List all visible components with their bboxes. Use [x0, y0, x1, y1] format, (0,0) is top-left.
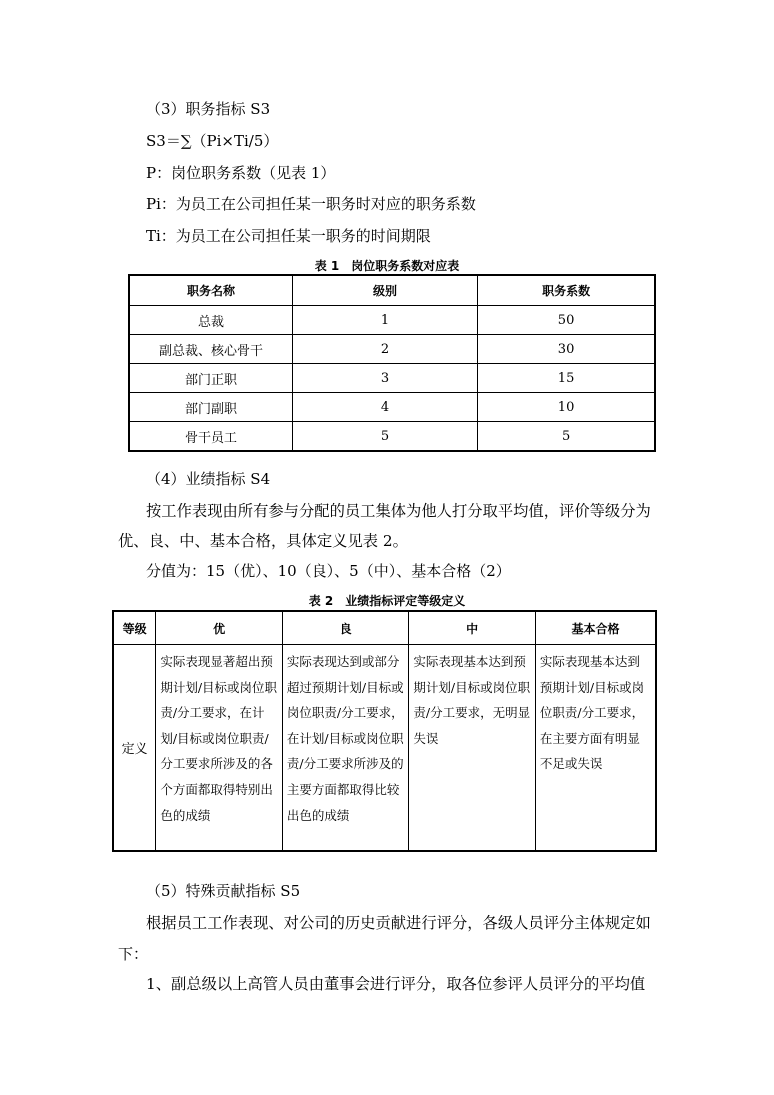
table1-caption: 表 1 岗位职务系数对应表 — [314, 259, 460, 273]
table2-caption: 表 2 业绩指标评定等级定义 — [308, 594, 466, 608]
table-row — [129, 364, 655, 393]
grade-definition-basic-pass: 实际表现基本达到预期计划/目标或岗位职责/分工要求，在主要方面有明显不足或失误 — [535, 645, 656, 851]
grade-definition-excellent: 实际表现显著超出预期计划/目标或岗位职责/分工要求，在计划/目标或岗位职责/分工要求所涉及的各个方面都取得特别出色的成绩 — [156, 645, 283, 851]
s4-scores: 分值为：15（优）、10（良）、5（中）、基本合格（2） — [146, 562, 511, 580]
s4-heading: （4）业绩指标 S4 — [146, 470, 271, 488]
table1-header-cell: 职务系数 — [478, 275, 655, 306]
table-cell: 50 — [478, 306, 655, 335]
table2-header-cell: 优 — [156, 611, 283, 645]
table2-header-cell: 基本合格 — [535, 611, 656, 645]
table2-header-cell: 良 — [282, 611, 409, 645]
table-cell: 骨干员工 — [129, 422, 292, 452]
s4-body-line-2: 优、良、中、基本合格，具体定义见表 2。 — [118, 532, 408, 550]
table-row — [113, 645, 656, 851]
definition-row-label: 定义 — [113, 645, 156, 851]
ti-definition: Ti：为员工在公司担任某一职务的时间期限 — [146, 227, 431, 245]
s4-body-line-1: 按工作表现由所有参与分配的员工集体为他人打分取平均值，评价等级分为 — [146, 502, 651, 520]
table-cell: 10 — [478, 393, 655, 422]
table1-header-row — [129, 275, 655, 306]
table-cell: 1 — [292, 306, 477, 335]
table-cell: 30 — [478, 335, 655, 364]
table2-header-cell: 等级 — [113, 611, 156, 645]
grade-definition-average: 实际表现基本达到预期计划/目标或岗位职责/分工要求，无明显失误 — [409, 645, 536, 851]
pi-definition: Pi：为员工在公司担任某一职务时对应的职务系数 — [146, 195, 476, 213]
s5-body-line-1: 根据员工工作表现、对公司的历史贡献进行评分，各级人员评分主体规定如 — [146, 914, 651, 932]
table2-header-cell: 中 — [409, 611, 536, 645]
table-cell: 5 — [478, 422, 655, 452]
table-row — [129, 393, 655, 422]
s5-heading: （5）特殊贡献指标 S5 — [146, 882, 301, 900]
table-row — [129, 422, 655, 452]
position-coefficient-table — [128, 274, 656, 452]
table-cell: 部门副职 — [129, 393, 292, 422]
table-cell: 15 — [478, 364, 655, 393]
table-cell: 总裁 — [129, 306, 292, 335]
table1-header-cell: 级别 — [292, 275, 477, 306]
table-cell: 2 — [292, 335, 477, 364]
s5-body-line-2: 下： — [118, 945, 149, 963]
table-row — [129, 335, 655, 364]
table-cell: 副总裁、核心骨干 — [129, 335, 292, 364]
performance-grade-table — [112, 610, 657, 852]
s5-item-1: 1、副总级以上高管人员由董事会进行评分，取各位参评人员评分的平均值 — [146, 975, 646, 993]
table2-header-row — [113, 611, 656, 645]
s3-heading: （3）职务指标 S3 — [146, 100, 271, 118]
grade-definition-good: 实际表现达到或部分超过预期计划/目标或岗位职责/分工要求，在计划/目标或岗位职责/分工要求所涉及的主要方面都取得比较出色的成绩 — [282, 645, 409, 851]
table1-header-cell: 职务名称 — [129, 275, 292, 306]
table-cell: 5 — [292, 422, 477, 452]
table-cell: 4 — [292, 393, 477, 422]
table-cell: 3 — [292, 364, 477, 393]
s3-formula: S3＝∑（Pi×Ti/5） — [146, 132, 279, 150]
table-row — [129, 306, 655, 335]
p-definition: P：岗位职务系数（见表 1） — [146, 164, 336, 182]
table-cell: 部门正职 — [129, 364, 292, 393]
